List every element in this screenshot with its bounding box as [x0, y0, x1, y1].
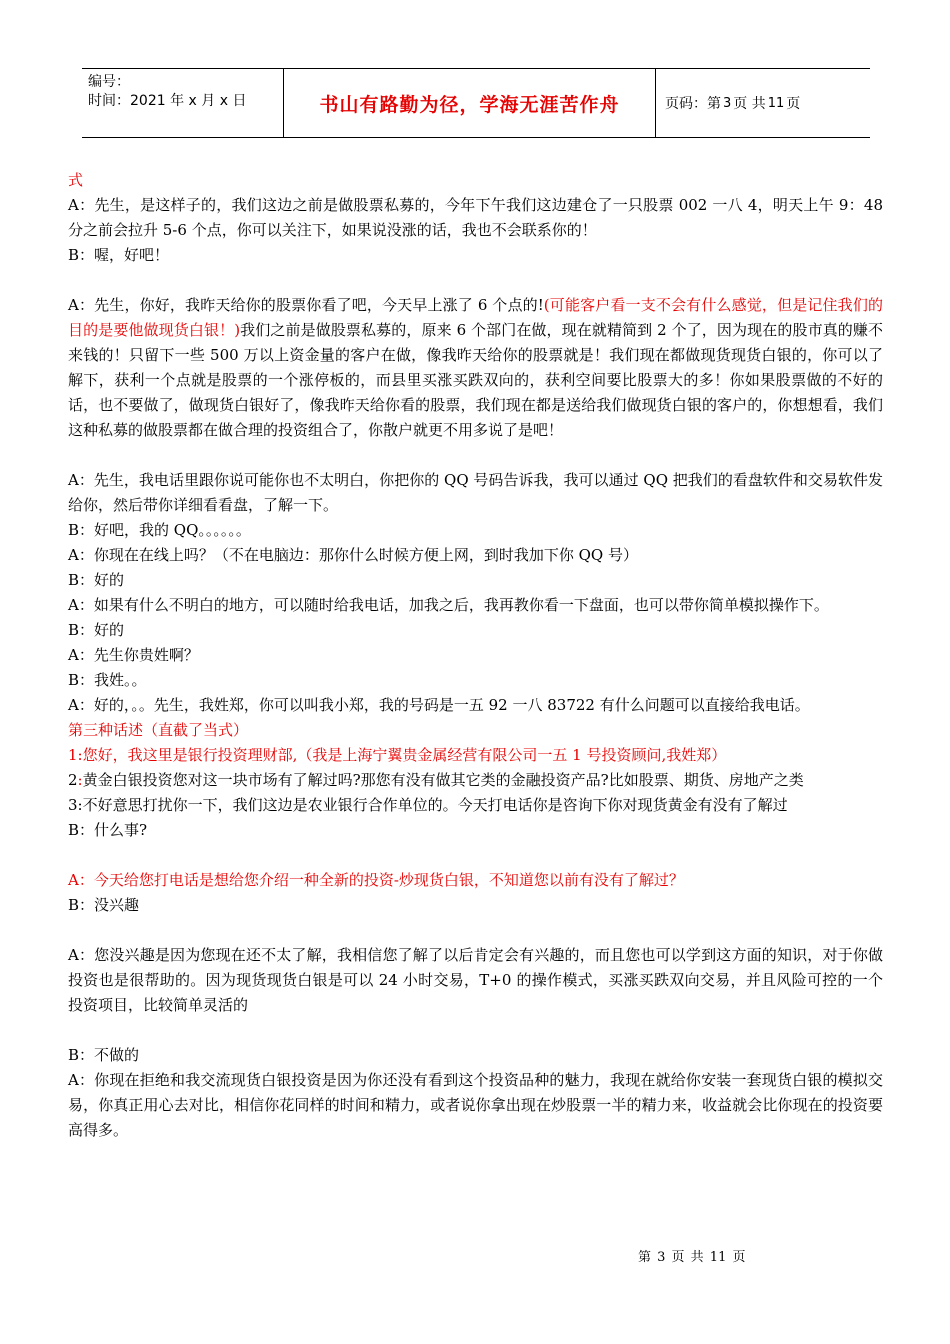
- paragraph: A：先生，是这样子的，我们这边之前是做股票私募的，今年下午我们这边建仓了一只股票 002 一八 4，明天上午 9：48 分之前会拉升 5-6 个点，你可以关注下，如果说没涨的话，我也不会联系你的！: [68, 196, 883, 239]
- paragraph: 3:不好意思打扰你一下，我们这边是农业银行合作单位的。今天打电话你是咨询下你对现货黄金有没有了解过: [68, 796, 788, 814]
- section-heading: 第三种话述（直截了当式）: [68, 721, 249, 739]
- paragraph: B：没兴趣: [68, 896, 140, 914]
- paragraph: B：喔，好吧！: [68, 246, 170, 264]
- header-meta: [82, 69, 284, 137]
- document-number: 编号：: [88, 74, 130, 90]
- paragraph: A：先生，你好，我昨天给你的股票你看了吧，今天早上涨了 6 个点的!(可能客户看一支不会有什么感觉，但是记住我们的目的是要他做现货白银！)我们之前是做股票私募的，原来 6 个部门在做，现在就精简到 2 个了，因为现在的股市真的赚不来钱的！只留下一些 500 万以上资金量的客户在做，像我昨天给你的股票就是！我们现在都做现货现货白银的，你可以了解下，获利一个点就是股票的一个涨停板的，而县里买涨买跌双向的，获利空间要比股票大的多！你如果股票做的不好的话，也不要做了，做现货白银好了，像我昨天给你看的股票，我们现在都是送给我们做现货白银的客户的，你想想看，我们这种私募的做股票都在做合理的投资组合了，你散户就更不用多说了是吧！: [68, 296, 884, 439]
- paragraph: B：好的: [68, 571, 125, 589]
- page-footer: 第 3 页 共 11 页: [638, 1250, 746, 1265]
- paragraph: B：好吧，我的 QQ。。。。。。: [68, 521, 251, 539]
- paragraph: A：您没兴趣是因为您现在还不太了解，我相信您了解了以后肯定会有兴趣的，而且您也可以学到这方面的知识，对于你做投资也是很帮助的。因为现货现货白银是可以 24 小时交易，T+0 的操作模式，买涨买跌双向交易，并且风险可控的一个投资项目，比较简单灵活的: [68, 946, 883, 1014]
- paragraph: B：不做的: [68, 1046, 140, 1064]
- paragraph: 2:黄金白银投资您对这一块市场有了解过吗?那您有没有做其它类的金融投资产品?比如股票、期货、房地产之类: [68, 771, 804, 789]
- page-header: [82, 68, 870, 138]
- paragraph: A：先生，我电话里跟你说可能你也不太明白，你把你的 QQ 号码告诉我，我可以通过 QQ 把我们的看盘软件和交易软件发给你，然后带你详细看看盘，了解一下。: [68, 471, 883, 514]
- paragraph: 式: [68, 171, 84, 189]
- highlight-note: (可能客户看一支不会有什么感觉，但是记住我们的目的是要他做现货白银！): [68, 296, 883, 339]
- paragraph: A：好的，。。先生，我姓郑，你可以叫我小郑，我的号码是一五 92 一八 83722 有什么问题可以直接给我电话。: [68, 696, 810, 714]
- paragraph: B：好的: [68, 621, 125, 639]
- paragraph: A：你现在拒绝和我交流现货白银投资是因为你还没有看到这个投资品种的魅力，我现在就给你安装一套现货白银的模拟交易，你真正用心去对比，相信你花同样的时间和精力，或者说你拿出现在炒股票一半的精力来，收益就会比你现在的投资要高得多。: [68, 1071, 883, 1139]
- paragraph: A：你现在在线上吗？（不在电脑边：那你什么时候方便上网，到时我加下你 QQ 号）: [68, 546, 638, 564]
- header-motto: 书山有路勤为径，学海无涯苦作舟: [284, 69, 656, 137]
- document-date: 时间：2021 年 x 月 x 日: [88, 93, 247, 109]
- paragraph: 1:您好，我这里是银行投资理财部,（我是上海宁翼贵金属经营有限公司一五 1 号投资顾问,我姓郑）: [68, 746, 727, 764]
- paragraph: B：什么事?: [68, 821, 148, 839]
- paragraph: A：如果有什么不明白的地方，可以随时给我电话，加我之后，我再教你看一下盘面，也可以带你简单模拟操作下。: [68, 596, 829, 614]
- header-page-number: 页码：第 3 页 共 11 页: [665, 95, 801, 112]
- paragraph: B：我姓。。: [68, 671, 147, 689]
- paragraph: A：先生你贵姓啊？: [68, 646, 199, 664]
- paragraph: A：今天给您打电话是想给您介绍一种全新的投资-炒现货白银，不知道您以前有没有了解过？: [68, 871, 684, 889]
- document-body: [68, 168, 883, 1143]
